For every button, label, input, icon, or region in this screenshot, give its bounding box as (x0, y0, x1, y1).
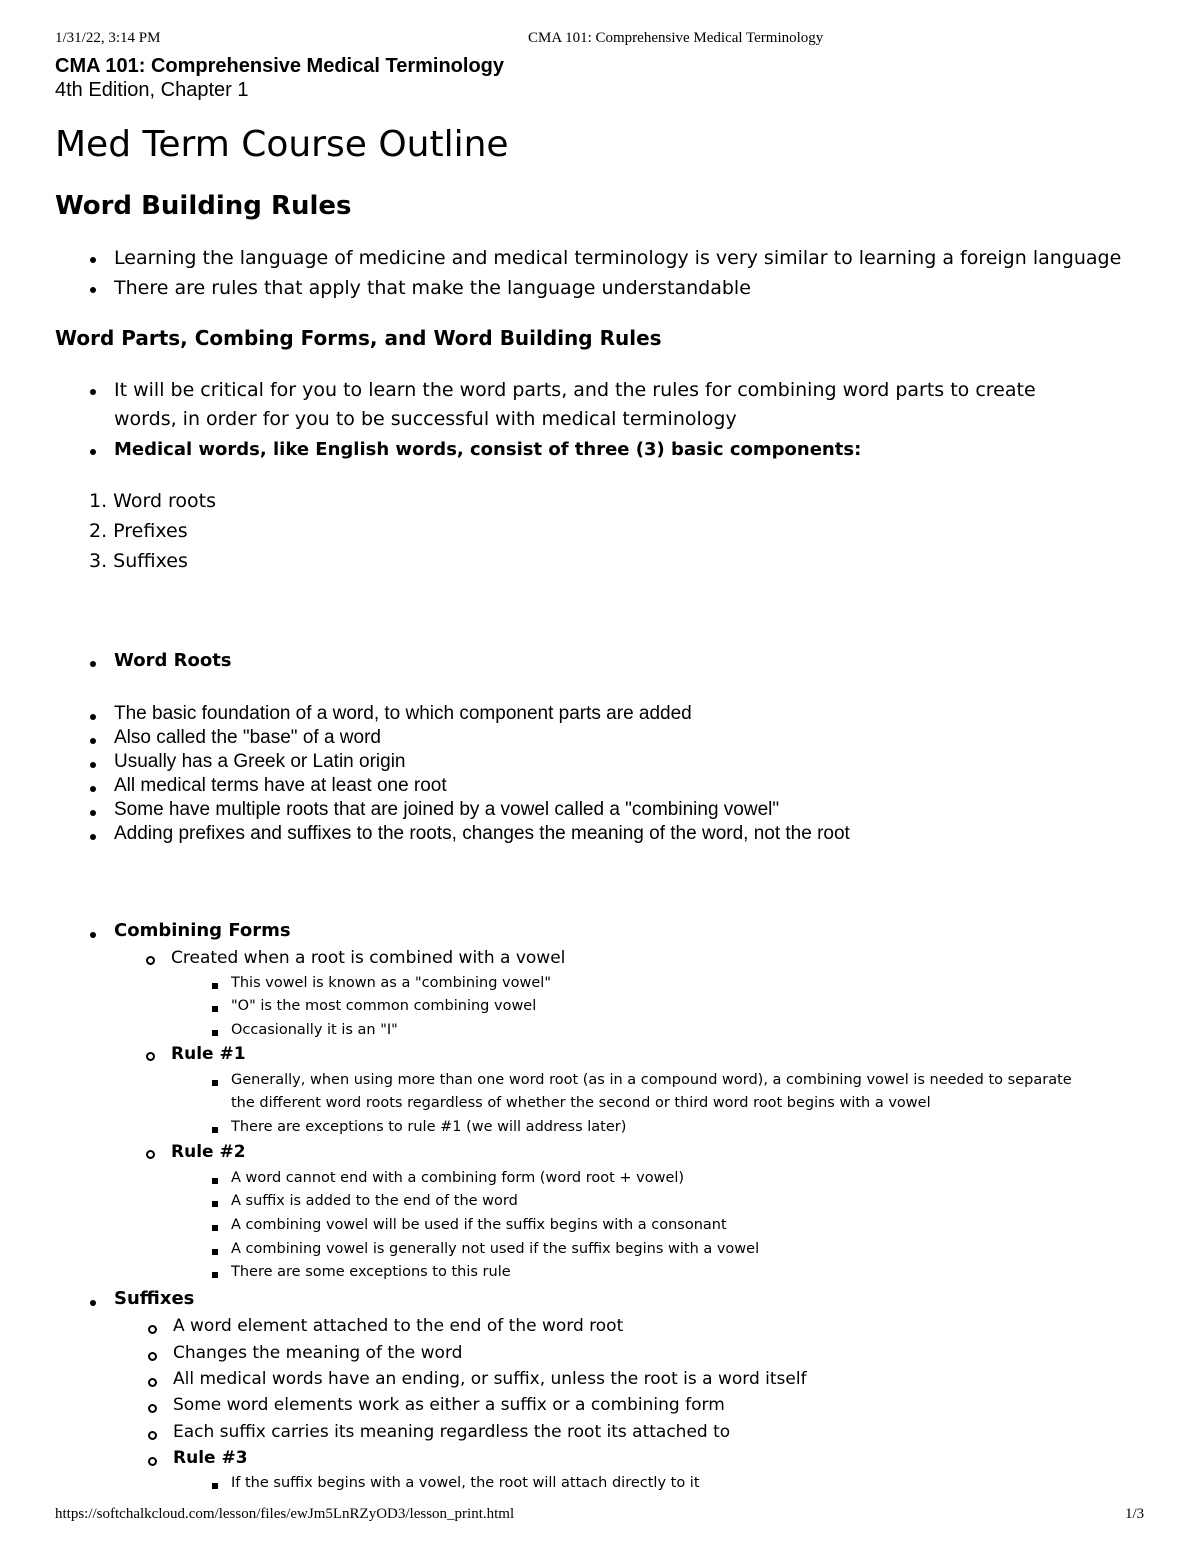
bullet-icon (90, 287, 96, 293)
list-item-text-cont: the different word roots regardless of whether the second or third word root begins with a vowel (231, 1095, 931, 1111)
bullet-icon (212, 983, 218, 989)
list-item-text: Some word elements work as either a suffix or a combining form (173, 1395, 725, 1415)
rule-2-heading: Rule #2 (171, 1142, 246, 1162)
list-item-text: There are rules that apply that make the language understandable (114, 277, 751, 299)
list-item-text: Each suffix carries its meaning regardless the root its attached to (173, 1422, 731, 1442)
print-datetime: 1/31/22, 3:14 PM (55, 30, 161, 46)
bullet-icon (212, 1080, 218, 1086)
list-item-text: Usually has a Greek or Latin origin (114, 751, 406, 772)
bullet-icon (212, 1483, 218, 1489)
numbered-item: 2. Prefixes (89, 520, 188, 542)
bullet-icon (90, 661, 96, 667)
list-item-text: The basic foundation of a word, to which component parts are added (114, 703, 692, 724)
edition-line: 4th Edition, Chapter 1 (55, 79, 249, 101)
bullet-icon (212, 1127, 218, 1133)
list-item-text: This vowel is known as a "combining vowel" (231, 975, 551, 991)
rule-1-heading: Rule #1 (171, 1044, 246, 1064)
bullet-icon (90, 762, 96, 768)
print-footer-url[interactable]: https://softchalkcloud.com/lesson/files/ewJm5LnRZyOD3/lesson_print.html (55, 1506, 515, 1522)
numbered-item: 3. Suffixes (89, 550, 188, 572)
bullet-icon (90, 810, 96, 816)
list-item-text: There are exceptions to rule #1 (we will address later) (231, 1119, 627, 1135)
bullet-icon (148, 1404, 157, 1413)
print-header-title: CMA 101: Comprehensive Medical Terminology (528, 30, 824, 46)
bullet-icon (146, 1052, 155, 1061)
suffixes-heading: Suffixes (114, 1288, 195, 1309)
course-title: CMA 101: Comprehensive Medical Terminology (55, 55, 504, 77)
combining-forms-heading: Combining Forms (114, 920, 291, 941)
list-item-text: Adding prefixes and suffixes to the roots, changes the meaning of the word, not the root (114, 823, 850, 844)
bullet-icon (90, 714, 96, 720)
list-item-text: All medical terms have at least one root (114, 775, 447, 796)
bullet-icon (148, 1457, 157, 1466)
bullet-icon (212, 1178, 218, 1184)
list-item-text: Some have multiple roots that are joined by a vowel called a "combining vowel" (114, 799, 780, 820)
list-item-text: A suffix is added to the end of the word (231, 1193, 518, 1209)
bullet-icon (90, 1300, 96, 1306)
bullet-icon (212, 1006, 218, 1012)
bullet-icon (90, 389, 96, 395)
bullet-icon (212, 1225, 218, 1231)
bullet-icon (90, 932, 96, 938)
bullet-icon (148, 1352, 157, 1361)
list-item-text: A word element attached to the end of the word root (173, 1316, 624, 1336)
bullet-icon (212, 1249, 218, 1255)
word-roots-heading: Word Roots (114, 650, 232, 671)
bullet-icon (148, 1431, 157, 1440)
list-item-text: A combining vowel is generally not used if the suffix begins with a vowel (231, 1241, 760, 1257)
list-item-text: Occasionally it is an "I" (231, 1022, 398, 1038)
list-item-text: There are some exceptions to this rule (231, 1264, 511, 1280)
bullet-icon (146, 1150, 155, 1159)
page-title: Med Term Course Outline (55, 124, 509, 165)
bullet-icon (90, 257, 96, 263)
list-item-text: Learning the language of medicine and medical terminology is very similar to learning a foreign language (114, 247, 1122, 269)
list-item-text: It will be critical for you to learn the word parts, and the rules for combining word parts to create (114, 379, 1036, 401)
numbered-item: 1. Word roots (89, 490, 217, 512)
bullet-icon (148, 1378, 157, 1387)
section-heading-word-building-rules: Word Building Rules (55, 191, 352, 221)
list-item-text: Medical words, like English words, consist of three (3) basic components: (114, 439, 862, 460)
list-item-text: A combining vowel will be used if the suffix begins with a consonant (231, 1217, 727, 1233)
bullet-icon (90, 786, 96, 792)
bullet-icon (90, 834, 96, 840)
list-item-text: A word cannot end with a combining form (word root + vowel) (231, 1170, 685, 1186)
bullet-icon (148, 1325, 157, 1334)
list-item-text: If the suffix begins with a vowel, the root will attach directly to it (231, 1475, 700, 1491)
list-item-text: Created when a root is combined with a vowel (171, 948, 566, 968)
bullet-icon (212, 1030, 218, 1036)
bullet-icon (90, 738, 96, 744)
bullet-icon (90, 449, 96, 455)
page-number: 1/3 (1125, 1506, 1145, 1522)
list-item-text-cont: words, in order for you to be successful with medical terminology (114, 408, 737, 430)
bullet-icon (212, 1201, 218, 1207)
list-item-text: All medical words have an ending, or suffix, unless the root is a word itself (173, 1369, 807, 1389)
list-item-text: Also called the "base" of a word (114, 727, 381, 748)
list-item-text: "O" is the most common combining vowel (231, 998, 537, 1014)
list-item-text: Generally, when using more than one word root (as in a compound word), a combining vowel is needed to separate (231, 1072, 1072, 1088)
list-item-text: Changes the meaning of the word (173, 1343, 463, 1363)
bullet-icon (212, 1272, 218, 1278)
bullet-icon (146, 956, 155, 965)
section-heading-word-parts: Word Parts, Combing Forms, and Word Building Rules (55, 326, 662, 350)
rule-3-heading: Rule #3 (173, 1448, 248, 1468)
